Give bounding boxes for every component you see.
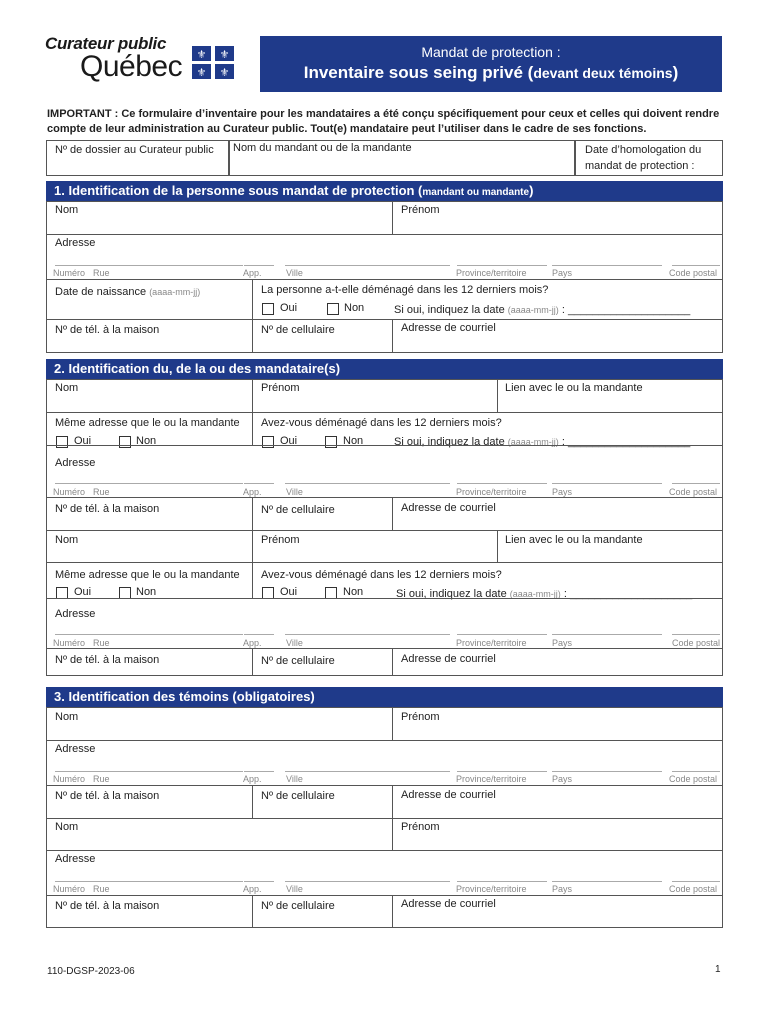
s2a-ville: Ville [286, 487, 303, 497]
logo-quebec-text: Québec [80, 50, 183, 83]
s1-app: App. [243, 268, 262, 278]
s2b-meme-non-label: Non [136, 586, 157, 598]
s1-province: Province/territoire [456, 268, 527, 278]
s2b-pays: Pays [552, 638, 573, 648]
homologation-label: Date d’homologation du mandat de protection : [585, 144, 702, 172]
s3b-pays: Pays [552, 884, 573, 894]
s1-demenage-label: La personne a-t-elle déménagé dans les 12 derniers mois? [261, 284, 549, 296]
s3b-ville: Ville [286, 884, 303, 894]
title-line1: Mandat de protection : [421, 44, 561, 60]
section-1-header: 1. Identification de la personne sous mandat de protection (mandant ou mandante) [46, 181, 723, 201]
s1-demenage-non-checkbox[interactable] [327, 303, 339, 315]
s3b-nom-label: Nom [55, 821, 79, 833]
s1-si-oui-label: Si oui, indiquez la date (aaaa-mm-jj) : ____________________ [394, 304, 691, 316]
s3a-adresse-label: Adresse [55, 743, 96, 755]
logo-curateur-text: Curateur public [45, 34, 167, 53]
s2a-meme-oui-checkbox[interactable] [56, 436, 68, 448]
s3b-courriel-label: Adresse de courriel [401, 898, 496, 910]
svg-text:⚜: ⚜ [219, 49, 230, 61]
s2b-lien-label: Lien avec le ou la mandante [505, 534, 643, 546]
s2b-prenom-label: Prénom [261, 534, 300, 546]
s2a-dem-non-label: Non [343, 435, 364, 447]
s2a-meme-adresse-label: Même adresse que le ou la mandante [55, 417, 240, 429]
s2a-province: Province/territoire [456, 487, 527, 497]
s3a-prenom-label: Prénom [401, 711, 440, 723]
s2b-numero: Numéro [53, 638, 86, 648]
s2b-si-oui-label: Si oui, indiquez la date (aaaa-mm-jj) : ____________________ [396, 588, 693, 600]
s3b-cell-label: Nº de cellulaire [261, 900, 335, 912]
s3a-province: Province/territoire [456, 774, 527, 784]
s2b-adresse-label: Adresse [55, 608, 96, 620]
s3a-app: App. [243, 774, 262, 784]
s1-numero: Numéro [53, 268, 86, 278]
section-3-header: 3. Identification des témoins (obligatoires) [46, 687, 723, 707]
s1-prenom-label: Prénom [401, 204, 440, 216]
s2b-meme-oui-label: Oui [74, 586, 92, 598]
s2a-courriel-label: Adresse de courriel [401, 502, 496, 514]
s1-adresse-label: Adresse [55, 237, 96, 249]
s2b-tel-label: Nº de tél. à la maison [55, 654, 160, 666]
s1-pays: Pays [552, 268, 573, 278]
s2b-province: Province/territoire [456, 638, 527, 648]
s2a-rue: Rue [93, 487, 110, 497]
s1-non-label: Non [344, 302, 365, 314]
s3b-numero: Numéro [53, 884, 86, 894]
s2b-ville: Ville [286, 638, 303, 648]
s2b-code-postal: Code postal [672, 638, 721, 648]
s1-courriel-label: Adresse de courriel [401, 322, 496, 334]
s2a-dem-oui-label: Oui [280, 435, 298, 447]
s2a-cell-label: Nº de cellulaire [261, 504, 335, 516]
svg-text:⚜: ⚜ [219, 67, 230, 79]
s2b-cell-label: Nº de cellulaire [261, 655, 335, 667]
form-code: 110-DGSP-2023-06 [47, 966, 135, 977]
dossier-label: Nº de dossier au Curateur public [55, 144, 214, 156]
s1-ville: Ville [286, 268, 303, 278]
s2a-meme-non-checkbox[interactable] [119, 436, 131, 448]
s3a-pays: Pays [552, 774, 573, 784]
s2a-numero: Numéro [53, 487, 86, 497]
svg-text:⚜: ⚜ [196, 49, 207, 61]
s3a-cell-label: Nº de cellulaire [261, 790, 335, 802]
s2b-dem-non-label: Non [343, 586, 364, 598]
s1-naissance-label: Date de naissance (aaaa-mm-jj) [55, 286, 201, 298]
s2b-meme-adresse-label: Même adresse que le ou la mandante [55, 569, 240, 581]
s1-rue: Rue [93, 268, 110, 278]
s2a-meme-non-label: Non [136, 435, 157, 447]
s2a-adresse-label: Adresse [55, 457, 96, 469]
quebec-flag-icon [192, 46, 234, 79]
s3b-rue: Rue [93, 884, 110, 894]
s2a-dem-oui-checkbox[interactable] [262, 436, 274, 448]
section-3-body [46, 707, 723, 928]
s2a-demenage-label: Avez-vous déménagé dans les 12 derniers mois? [261, 417, 502, 429]
s2a-prenom-label: Prénom [261, 382, 300, 394]
s2b-rue: Rue [93, 638, 110, 648]
mandant-label: Nom du mandant ou de la mandante [233, 142, 412, 154]
s2a-app: App. [243, 487, 262, 497]
s3b-adresse-label: Adresse [55, 853, 96, 865]
s1-tel-label: Nº de tél. à la maison [55, 324, 160, 336]
s2b-app: App. [243, 638, 262, 648]
s1-oui-label: Oui [280, 302, 298, 314]
s3a-rue: Rue [93, 774, 110, 784]
s2a-lien-label: Lien avec le ou la mandante [505, 382, 643, 394]
s3b-prenom-label: Prénom [401, 821, 440, 833]
s3a-courriel-label: Adresse de courriel [401, 789, 496, 801]
section-2-body [46, 379, 723, 676]
page-number: 1 [715, 964, 721, 975]
s2a-nom-label: Nom [55, 382, 79, 394]
title-banner [260, 36, 722, 92]
s1-nom-label: Nom [55, 204, 79, 216]
s2b-courriel-label: Adresse de courriel [401, 653, 496, 665]
section-2-header: 2. Identification du, de la ou des mandataire(s) [46, 359, 723, 379]
s2a-meme-oui-label: Oui [74, 435, 92, 447]
s3a-code-postal: Code postal [669, 774, 718, 784]
s2a-dem-non-checkbox[interactable] [325, 436, 337, 448]
s2a-pays: Pays [552, 487, 573, 497]
svg-text:⚜: ⚜ [196, 67, 207, 79]
s1-code-postal: Code postal [669, 268, 718, 278]
s3a-ville: Ville [286, 774, 303, 784]
section-1-body [46, 201, 723, 353]
s3b-app: App. [243, 884, 262, 894]
s2a-code-postal: Code postal [669, 487, 718, 497]
s1-demenage-oui-checkbox[interactable] [262, 303, 274, 315]
s3b-province: Province/territoire [456, 884, 527, 894]
s3a-tel-label: Nº de tél. à la maison [55, 790, 160, 802]
s2a-si-oui-label: Si oui, indiquez la date (aaaa-mm-jj) : ____________________ [394, 436, 691, 448]
s2a-tel-label: Nº de tél. à la maison [55, 503, 160, 515]
s3b-code-postal: Code postal [669, 884, 718, 894]
s3a-numero: Numéro [53, 774, 86, 784]
title-line2: Inventaire sous seing privé (devant deux témoins) [303, 63, 679, 82]
s2b-nom-label: Nom [55, 534, 79, 546]
s3b-tel-label: Nº de tél. à la maison [55, 900, 160, 912]
top-info-row [46, 140, 723, 176]
s1-cell-label: Nº de cellulaire [261, 324, 335, 336]
s2b-demenage-label: Avez-vous déménagé dans les 12 derniers mois? [261, 569, 502, 581]
s2b-dem-oui-label: Oui [280, 586, 298, 598]
s3a-nom-label: Nom [55, 711, 79, 723]
important-notice: IMPORTANT : Ce formulaire d’inventaire pour les mandataires a été conçu spécifiquement pour ceux et celles qui doivent rendre compte de leur administration au Curateur public. Tout(e) mandataire peut l’utiliser dans le cadre de ses fonctions. [47, 108, 720, 135]
